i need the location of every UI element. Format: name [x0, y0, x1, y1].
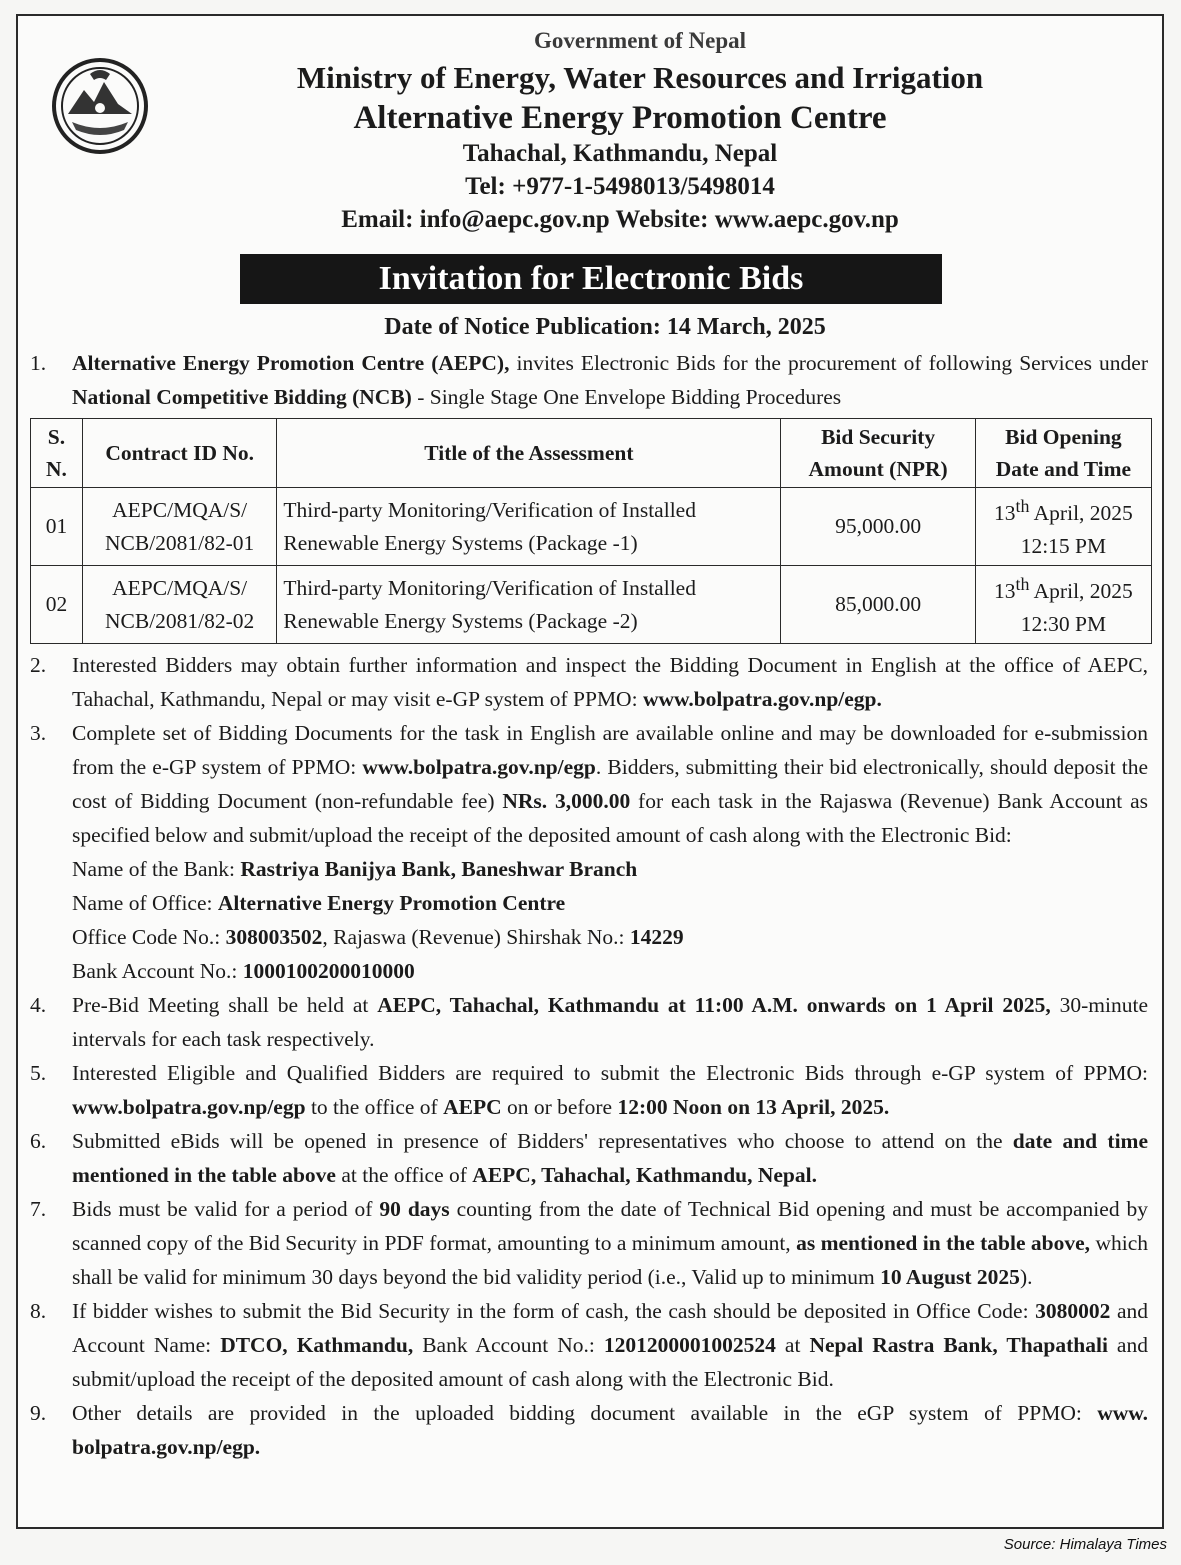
office-code-line: Office Code No.: 308003502, Rajaswa (Revenue) Shirshak No.: 14229: [72, 925, 684, 950]
clause-number: 1.: [30, 351, 47, 375]
clause-2: 2. Interested Bidders may obtain further information and inspect the Bidding Document in English at the office of AEPC, Tahachal, Kathmandu, Nepal or may visit e-GP system of PPMO: www.bolpatra.gov.np/egp.: [18, 648, 1162, 716]
clause-4: 4. Pre-Bid Meeting shall be held at AEPC, Tahachal, Kathmandu at 11:00 A.M. onwards on 1 April 2025, 30-minute intervals for each task respectively.: [18, 988, 1162, 1056]
cell-contract-id: AEPC/MQA/S/ NCB/2081/82-02: [82, 566, 276, 644]
egp-link[interactable]: www.bolpatra.gov.np/egp: [362, 755, 596, 780]
clause-number: 9.: [30, 1401, 47, 1426]
clause-1: [18, 346, 1162, 414]
header-email-website: Email: info@aepc.gov.np Website: www.aepc.gov.np: [341, 206, 899, 233]
clause-6: 6. Submitted eBids will be opened in presence of Bidders' representatives who choose to attend on the date and time mentioned in the table above at the office of AEPC, Tahachal, Kathmandu, Nepal.: [18, 1124, 1162, 1192]
egp-link[interactable]: www. bolpatra.gov.np/egp.: [72, 1401, 1148, 1460]
header-address: Tahachal, Kathmandu, Nepal: [462, 140, 778, 167]
clause-number: 5.: [30, 1061, 47, 1086]
clause-9: 9. Other details are provided in the uploaded bidding document available in the eGP system of PPMO: www. bolpatra.gov.np/egp.: [18, 1396, 1162, 1464]
office-name-line: Name of Office: Alternative Energy Promotion Centre: [72, 891, 566, 916]
bank-account-line: Bank Account No.: 1000100200010000: [72, 959, 415, 984]
clause-number: 4.: [30, 993, 47, 1018]
cell-title: Third-party Monitoring/Verification of Installed Renewable Energy Systems (Package -1): [277, 488, 781, 566]
table-row: [31, 566, 1152, 644]
column-header-contract: Contract ID No.: [82, 419, 276, 488]
clause-number: 3.: [30, 721, 47, 746]
table-row: [31, 488, 1152, 566]
clause-text: invites Electronic Bids for the procurement of following Services under: [509, 351, 1148, 375]
publication-date: Date of Notice Publication: 14 March, 2025: [384, 314, 826, 340]
clause-8: 8. If bidder wishes to submit the Bid Security in the form of cash, the cash should be deposited in Office Code: 3080002 and Account Name: DTCO, Kathmandu, Bank Account No.: 1201200001002524 at Nepal Rastra Bank, Thapathali and submit/upload the receipt of the deposited amount of cash along with the Electronic Bid.: [18, 1294, 1162, 1396]
tender-notice: [16, 14, 1164, 1529]
bids-table: [30, 418, 1152, 644]
source-credit: Source: Himalaya Times: [1003, 1536, 1167, 1553]
column-header-opening: Bid Opening Date and Time: [975, 419, 1151, 488]
clause-number: 8.: [30, 1299, 47, 1324]
clause-text: National Competitive Bidding (NCB): [72, 385, 412, 409]
cell-amount: 95,000.00: [781, 488, 975, 566]
column-header-title: Title of the Assessment: [277, 419, 781, 488]
notice-body: [18, 346, 1162, 1464]
bank-name-line: Name of the Bank: Rastriya Banijya Bank, Baneshwar Branch: [72, 857, 638, 882]
clause-number: 7.: [30, 1197, 47, 1222]
clause-5: 5. Interested Eligible and Qualified Bidders are required to submit the Electronic Bids through e-GP system of PPMO: www.bolpatra.gov.np/egp to the office of AEPC on or before 12:00 Noon on 13 April, 2025.: [18, 1056, 1162, 1124]
column-header-amount: Bid Security Amount (NPR): [781, 419, 975, 488]
cell-title: Third-party Monitoring/Verification of Installed Renewable Energy Systems (Package -2): [277, 566, 781, 644]
cell-amount: 85,000.00: [781, 566, 975, 644]
clause-7: 7. Bids must be valid for a period of 90 days counting from the date of Technical Bid opening and must be accompanied by scanned copy of the Bid Security in PDF format, amounting to a minimum amount, as mentioned in the table above, which shall be valid for minimum 30 days beyond the bid validity period (i.e., Valid up to minimum 10 August 2025).: [18, 1192, 1162, 1294]
cell-contract-id: AEPC/MQA/S/ NCB/2081/82-01: [82, 488, 276, 566]
header-centre: Alternative Energy Promotion Centre: [353, 100, 887, 136]
egp-link[interactable]: www.bolpatra.gov.np/egp: [72, 1095, 306, 1120]
clause-number: 6.: [30, 1129, 47, 1154]
cell-sn: 02: [31, 566, 83, 644]
clause-text: - Single Stage One Envelope Bidding Procedures: [411, 385, 842, 409]
header-ministry: Ministry of Energy, Water Resources and Irrigation: [296, 60, 984, 95]
notice-banner-title: Invitation for Electronic Bids: [240, 254, 942, 304]
cell-sn: 01: [31, 488, 83, 566]
clause-number: 2.: [30, 653, 47, 678]
column-header-sn: S. N.: [31, 419, 83, 488]
clause-text: Alternative Energy Promotion Centre (AEPC),: [72, 351, 510, 375]
cell-opening: 13th April, 2025 12:30 PM: [975, 566, 1151, 644]
notice-header: [18, 16, 1162, 316]
table-header-row: [31, 419, 1152, 488]
clause-3: 3. Complete set of Bidding Documents for the task in English are available online and may be downloaded for e-submission from the e-GP system of PPMO: www.bolpatra.gov.np/egp. Bidders, submitting their bid electronically, should deposit the cost of Bidding Document (non-refundable fee) NRs. 3,000.00 for each task in the Rajaswa (Revenue) Bank Account as specified below and submit/upload the receipt of the deposited amount of cash along with the Electronic Bid: Name of the Bank: Rastriya Banijya Bank, Baneshwar Branch Name of Office: Alternative Energy Promotion Centre Office Code No.: 308003502, Rajaswa (Revenue) Shirshak No.: 14229 Bank Account No.: 1000100200010000: [18, 716, 1162, 988]
header-telephone: Tel: +977-1-5498013/5498014: [465, 173, 775, 200]
egp-link[interactable]: www.bolpatra.gov.np/egp.: [642, 687, 882, 712]
header-government: Government of Nepal: [533, 28, 747, 53]
cell-opening: 13th April, 2025 12:15 PM: [975, 488, 1151, 566]
